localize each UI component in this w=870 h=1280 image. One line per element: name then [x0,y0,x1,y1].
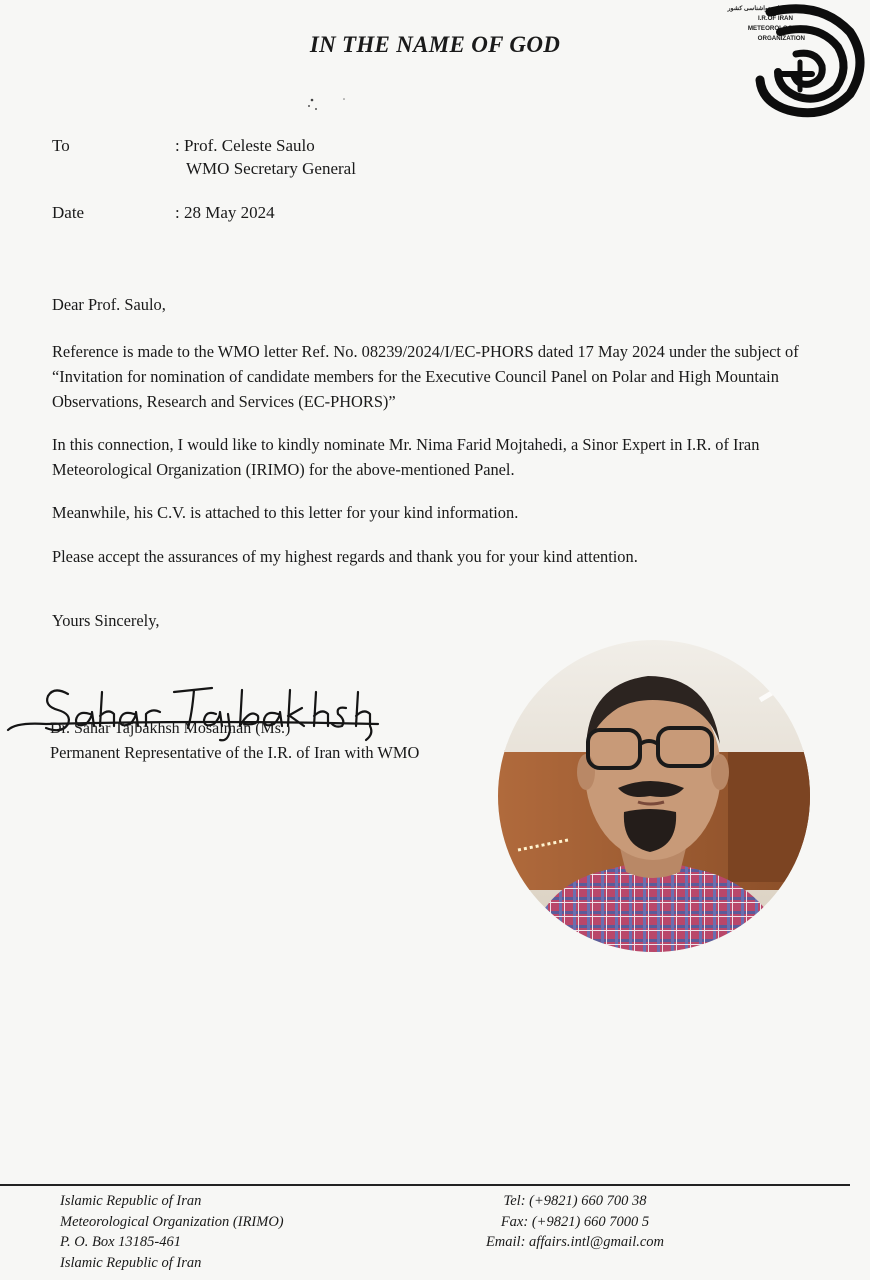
date-value: : 28 May 2024 [175,203,275,222]
signatory-name: Dr. Sahar Tajbakhsh Mosalman (Ms.) [50,720,291,737]
stray-dots-decoration [298,92,358,122]
nominee-portrait-photo [498,640,810,952]
irimo-logo-icon [700,2,865,118]
footer-tel: Tel: (+9821) 660 700 38 [503,1193,647,1209]
logo-text-persian: سازمان هواشناسی کشور [727,5,793,12]
greeting: Dear Prof. Saulo, [52,295,166,314]
footer-email: Email: affairs.intl@gmail.com [485,1234,665,1250]
logo-text-line3: ORGANIZATION [757,35,805,42]
irimo-logo [700,2,865,118]
closing: Yours Sincerely, [52,611,160,630]
footer-address-line1: Islamic Republic of Iran [60,1193,202,1209]
footer-address-line2: Meteorological Organization (IRIMO) [60,1213,284,1230]
letter-heading: IN THE NAME OF GOD [309,32,561,57]
footer-contact [460,1191,690,1253]
logo-text-line1: I.R.OF IRAN [757,15,793,22]
paragraph-regards: Please accept the assurances of my highest regards and thank you for your kind attention. [52,547,638,566]
footer-divider [0,1184,850,1186]
paragraph-cv: Meanwhile, his C.V. is attached to this letter for your kind information. [52,503,519,522]
footer-address-line4: Islamic Republic of Iran [60,1254,202,1271]
footer-address-line3: P. O. Box 13185-461 [60,1234,181,1250]
recipient-name: : Prof. Celeste Saulo [175,136,315,155]
paragraph-reference: Reference is made to the WMO letter Ref. No. 08239/2024/I/EC-PHORS dated 17 May 2024 under the subject of “Invitation for nomination of candidate members for the Executive Council Panel on Polar and High Mountain Observations, Research and Services (EC-PHORS)” [52,342,799,411]
to-label: To [52,136,70,155]
recipient-title: WMO Secretary General [186,159,356,178]
paragraph-nomination: In this connection, I would like to kindly nominate Mr. Nima Farid Mojtahedi, a Sinor Expert in I.R. of Iran Meteorological Organization (IRIMO) for the above-mentioned Panel. [52,435,760,479]
date-label: Date [52,203,85,222]
footer-fax: Fax: (+9821) 660 7000 5 [500,1213,650,1230]
signatory-title: Permanent Representative of the I.R. of Iran with WMO [50,743,420,762]
footer-address [60,1191,284,1273]
logo-text-line2: METEOROLOGICAL [747,25,807,32]
